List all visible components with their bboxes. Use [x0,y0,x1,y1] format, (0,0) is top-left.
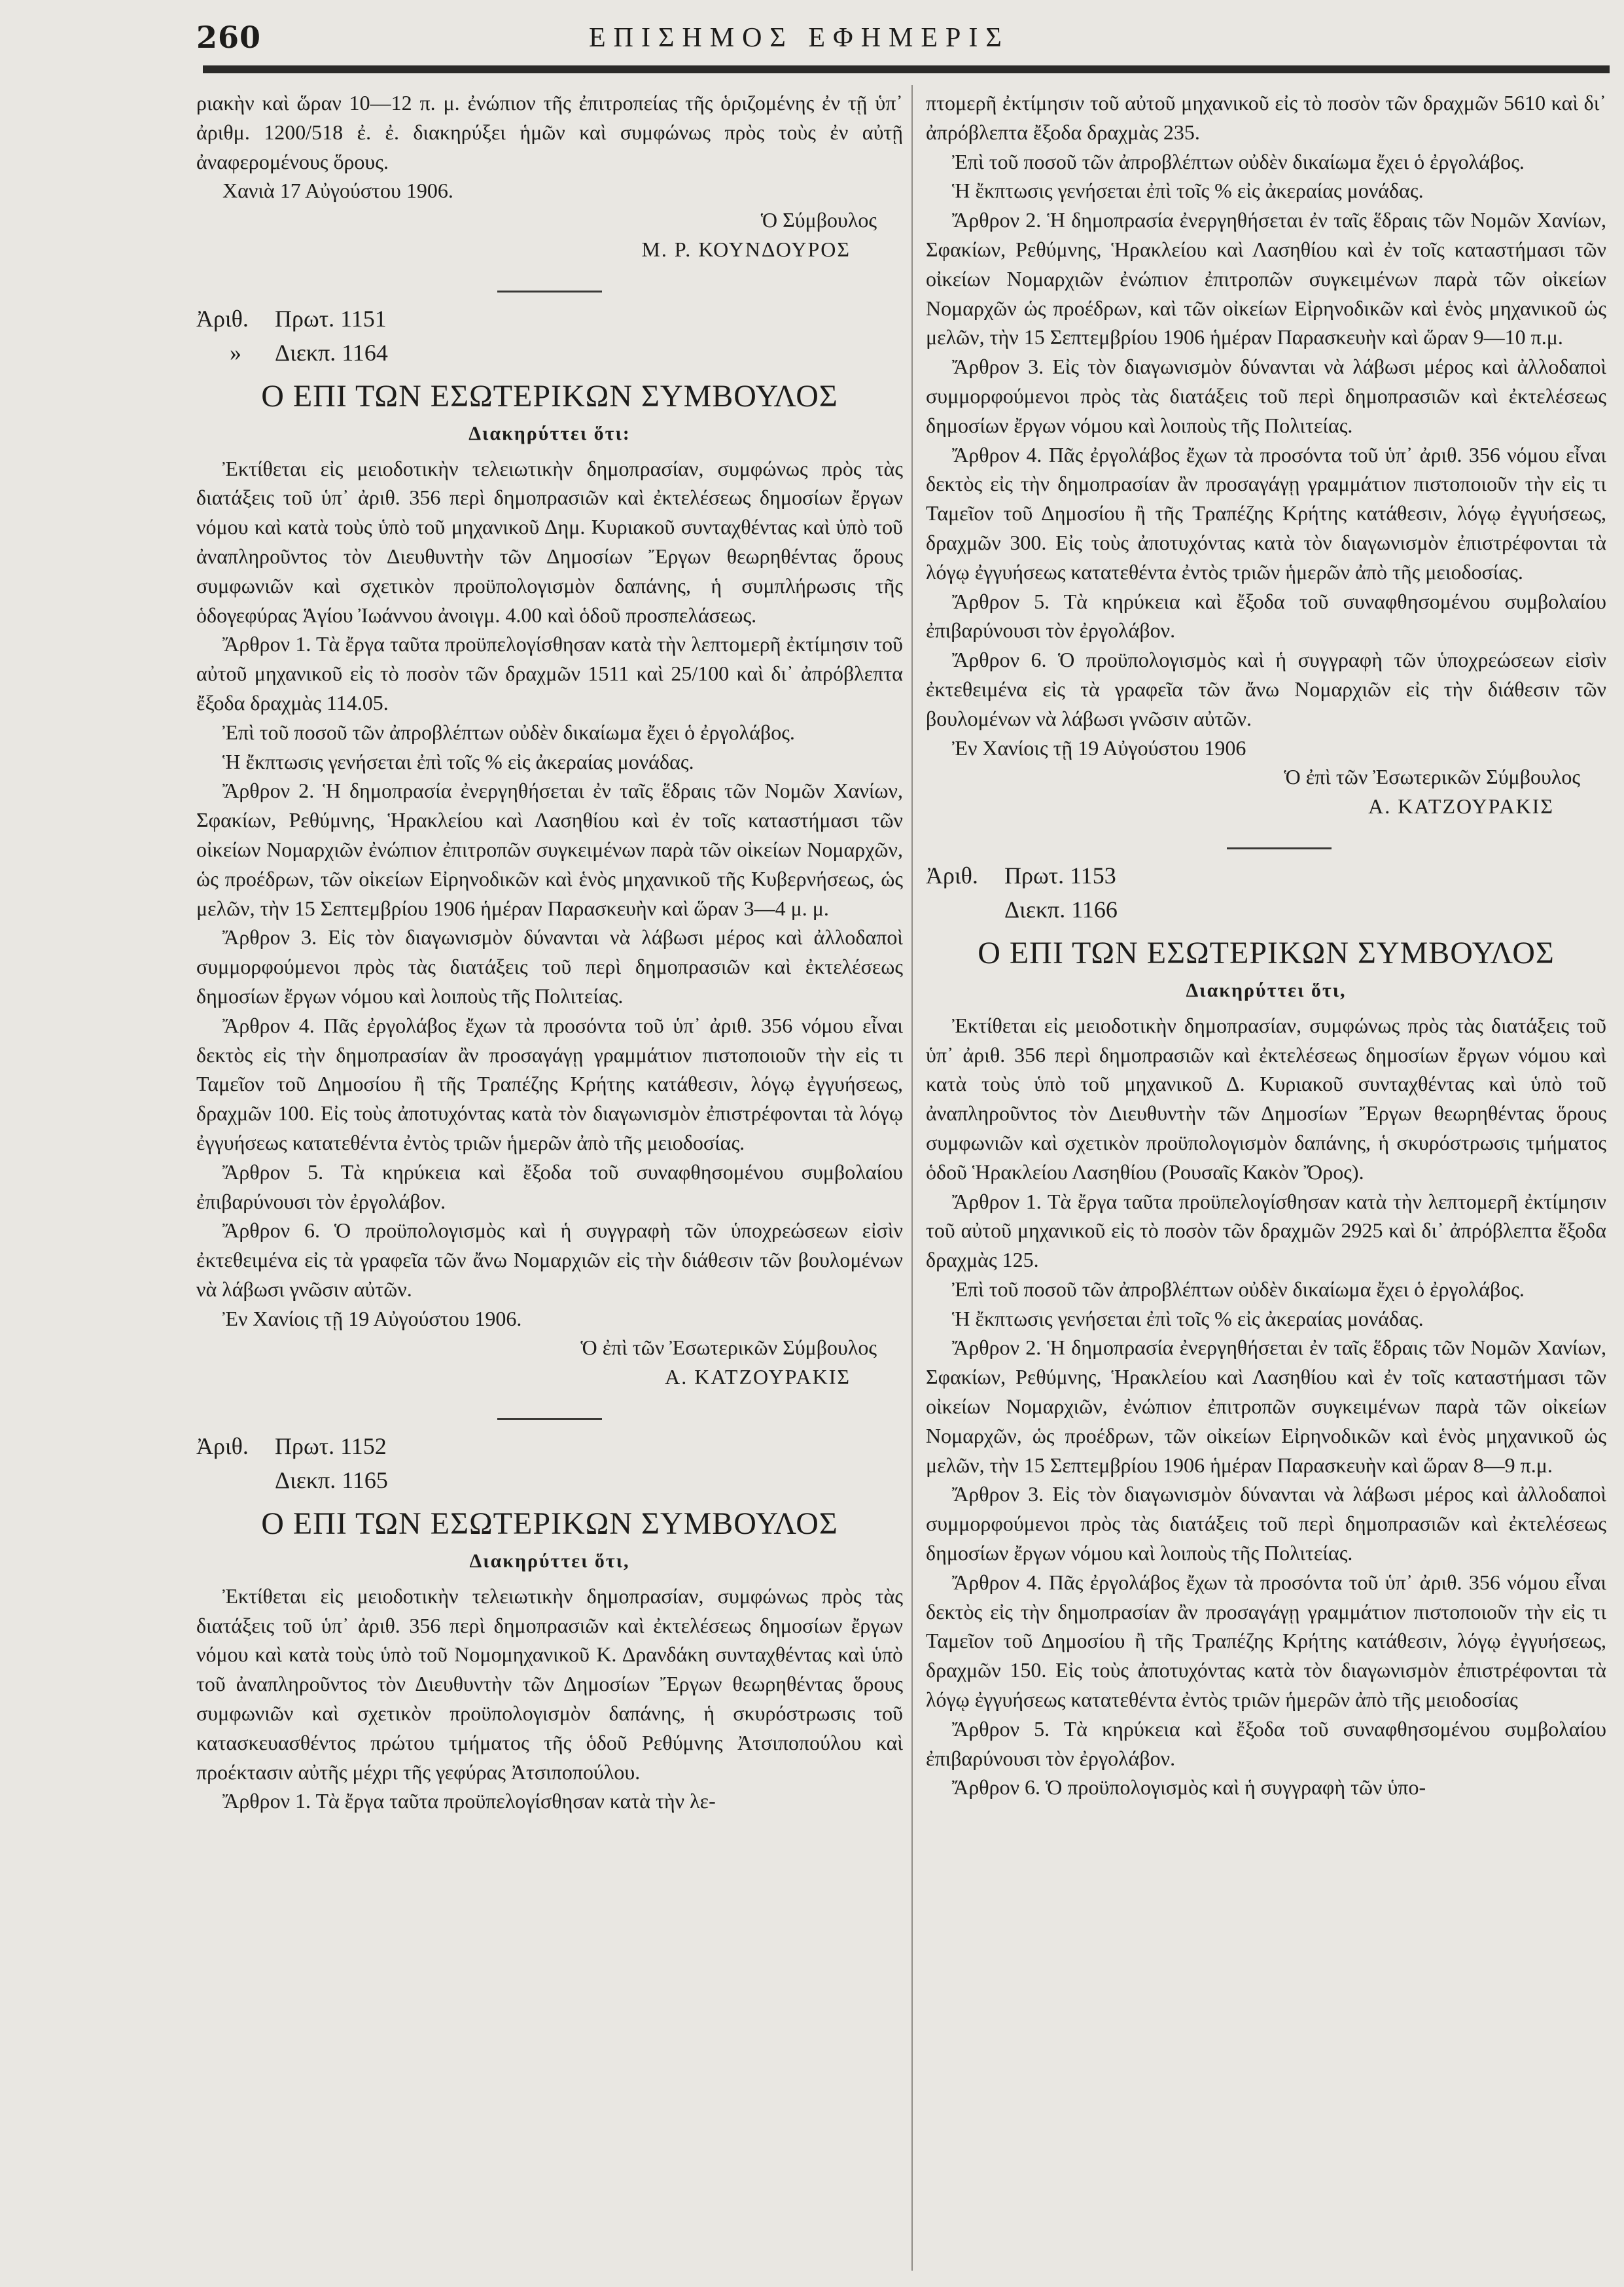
prot-number: Πρωτ. 1151 [275,305,387,332]
separator [497,1418,602,1420]
article-1: Ἄρθρον 1. Τὰ ἔργα ταῦτα προϋπελογίσθησαν κατὰ τὴν λεπτομερῆ ἐκτίμησιν τοῦ αὐτοῦ μηχανικοῦ εἰς τὸ ποσὸν τῶν δραχμῶν 2925 καὶ δι᾽ ἀπρόβλεπτα ἔξοδα δραχμὰς 125. [926,1189,1606,1272]
article-5: Ἄρθρον 5. Τὰ κηρύκεια καὶ ἔξοδα τοῦ συναφθησομένου συμβολαίου ἐπιβαρύνουσι τὸν ἐργολάβον. [196,1160,903,1213]
proclaim-line: Διακηρύττει ὅτι, [469,1550,630,1572]
journal-title: ΕΠΙΣΗΜΟΣ ΕΦΗΜΕΡΙΣ [589,23,1010,53]
notice-heading: Ο ΕΠΙ ΤΩΝ ΕΣΩΤΕΡΙΚΩΝ ΣΥΜΒΟΥΛΟΣ [261,1506,838,1542]
article-2: Ἄρθρον 2. Ἡ δημοπρασία ἐνεργηθήσεται ἐν ταῖς ἕδραις τῶν Νομῶν Χανίων, Σφακίων, Ρεθύμνης, Ἡρακλείου καὶ Λασηθίου καὶ ἐν τοῖς καταστήμασι τῶν οἰκείων Νομαρχιῶν ἐνώπιον ἐπιτροπῶν συγκειμένων παρὰ τῶν οἰκείων Νομαρχῶν ὡς προέδρων, καὶ τῶν οἰκείων Εἰρηνοδικῶν καὶ ἑνὸς μηχανικοῦ ὡς μελῶν, τὴν 15 Σεπτεμβρίου 1906 ἡμέραν Παρασκευὴν καὶ ὥραν 9—10 π.μ. [926,208,1606,349]
signer-name: Α. ΚΑΤΖΟΥΡΑΚΙΣ [1368,794,1554,819]
signer-role: Ὁ ἐπὶ τῶν Ἐσωτερικῶν Σύμβουλος [1284,765,1580,789]
separator [497,291,602,293]
proclaim-line: Διακηρύττει ὅτι, [1186,979,1347,1001]
continued-text: ριακὴν καὶ ὥραν 10—12 π. μ. ἐνώπιον τῆς ἐπιτροπείας τῆς ὁριζομένης ἐν τῇ ὑπ᾽ ἀριθμ. 1200/518 ἐ. ἐ. διακηρύξει ἡμῶν καὶ συμφώνως πρὸς τοὺς ἐν αὐτῇ ἀναφερομένους ὅρους. [196,91,903,173]
article-1-note: Ἐπὶ τοῦ ποσοῦ τῶν ἀπροβλέπτων οὐδὲν δικαίωμα ἔχει ὁ ἐργολάβος. [222,720,795,744]
diekp-number: Διεκπ. 1164 [275,339,388,366]
article-1: Ἄρθρον 1. Τὰ ἔργα ταῦτα προϋπελογίσθησαν κατὰ τὴν λε- [222,1789,716,1813]
place-date: Ἐν Χανίοις τῇ 19 Αὐγούστου 1906. [222,1306,522,1330]
ref-label: Ἀριθ. [196,1433,249,1460]
prot-number: Πρωτ. 1152 [275,1433,387,1460]
signer-role: Ὁ ἐπὶ τῶν Ἐσωτερικῶν Σύμβουλος [580,1336,877,1360]
article-6: Ἄρθρον 6. Ὁ προϋπολογισμὸς καὶ ἡ συγγραφὴ τῶν ὑποχρεώσεων εἰσὶν ἐκτεθειμένα εἰς τὰ γραφεῖα τῶν ἄνω Νομαρχιῶν εἰς τὴν διάθεσιν τῶν βουλομένων νὰ λάβωσι γνῶσιν αὐτῶν. [926,648,1606,730]
right-column [926,88,1606,1802]
ditto-mark: » [230,339,241,366]
reference-block-1153 [926,859,1606,927]
article-3: Ἄρθρον 3. Εἰς τὸν διαγωνισμὸν δύνανται νὰ λάβωσι μέρος καὶ ἀλλοδαποὶ συμμορφούμενοι πρὸς τὰς διατάξεις τοῦ περὶ δημοπρασιῶν καὶ ἐκτελέσεως δημοσίων ἔργων νόμου καὶ λοιποὺς τῆς Πολιτείας. [926,355,1606,437]
article-5: Ἄρθρον 5. Τὰ κηρύκεια καὶ ἔξοδα τοῦ συναφθησομένου συμβολαίου ἐπιβαρύνουσι τὸν ἐργολάβον. [926,1716,1606,1770]
article-1: Ἄρθρον 1. Τὰ ἔργα ταῦτα προϋπελογίσθησαν κατὰ τὴν λεπτομερῆ ἐκτίμησιν τοῦ αὐτοῦ μηχανικοῦ εἰς τὸ ποσὸν τῶν δραχμῶν 1511 καὶ 25/100 καὶ δι᾽ ἀπρόβλεπτα ἔξοδα δραχμὰς 114.05. [196,632,903,715]
article-2: Ἄρθρον 2. Ἡ δημοπρασία ἐνεργηθήσεται ἐν ταῖς ἕδραις τῶν Νομῶν Χανίων, Σφακίων, Ρεθύμνης, Ἡρακλείου καὶ Λασηθίου καὶ ἐν τοῖς καταστήμασι τῶν οἰκείων Νομαρχιῶν, ἐνώπιον ἐπιτροπῶν συγκειμένων παρὰ τῶν οἰκείων Νομαρχῶν, ὡς προέδρων, τῶν οἰκείων Εἰρηνοδικῶν καὶ ἑνὸς μηχανικοῦ ὡς μελῶν, τὴν 15 Σεπτεμβρίου 1906 ἡμέραν Παρασκευὴν καὶ ὥραν 8—9 π.μ. [926,1336,1606,1477]
place-date: Χανιὰ 17 Αὐγούστου 1906. [222,179,453,203]
article-4: Ἄρθρον 4. Πᾶς ἐργολάβος ἔχων τὰ προσόντα τοῦ ὑπ᾽ ἀριθ. 356 νόμου εἶναι δεκτὸς εἰς τὴν δημοπρασίαν ἂν προσαγάγῃ γραμμάτιον πιστοποιοῦν τὴν εἰς τι Ταμεῖον τοῦ Δημοσίου ἢ τῆς Τραπέζης Κρήτης κατάθεσιν, λόγῳ ἐγγυήσεως, δραχμῶν 300. Εἰς τοὺς ἀποτυχόντας κατὰ τὸν διαγωνισμὸν ἐπιστρέφονται τὰ λόγῳ ἐγγυήσεως κατατεθέντα ἐντὸς τριῶν ἡμερῶν ἀπὸ τῆς μειοδοσίας. [926,442,1606,584]
article-1-discount: Ἡ ἔκπτωσις γενήσεται ἐπὶ τοῖς % εἰς ἀκεραίας μονάδας. [952,179,1424,203]
reference-block-1151 [196,302,903,370]
page-header [196,20,1583,59]
left-column [196,88,903,1816]
article-3: Ἄρθρον 3. Εἰς τὸν διαγωνισμὸν δύνανται νὰ λάβωσι μέρος καὶ ἀλλοδαποὶ συμμορφούμενοι πρὸς τὰς διατάξεις τοῦ περὶ δημοπρασιῶν καὶ ἐκτελέσεως δημοσίων ἔργων νόμου καὶ λοιποὺς τῆς Πολιτείας. [196,925,903,1008]
article-1-discount: Ἡ ἔκπτωσις γενήσεται ἐπὶ τοῖς % εἰς ἀκεραίας μονάδας. [952,1306,1424,1330]
place-date: Ἐν Χανίοις τῇ 19 Αὐγούστου 1906 [952,736,1246,760]
article-3: Ἄρθρον 3. Εἰς τὸν διαγωνισμὸν δύνανται νὰ λάβωσι μέρος καὶ ἀλλοδαποὶ συμμορφούμενοι πρὸς τὰς διατάξεις τοῦ περὶ δημοπρασιῶν καὶ ἐκτελέσεως δημοσίων ἔργων νόμου καὶ λοιποὺς τῆς Πολιτείας. [926,1482,1606,1565]
prot-number: Πρωτ. 1153 [1004,862,1116,889]
notice-heading: Ο ΕΠΙ ΤΩΝ ΕΣΩΤΕΡΙΚΩΝ ΣΥΜΒΟΥΛΟΣ [978,935,1555,970]
header-rule [203,65,1610,73]
article-5: Ἄρθρον 5. Τὰ κηρύκεια καὶ ἔξοδα τοῦ συναφθησομένου συμβολαίου ἐπιβαρύνουσι τὸν ἐργολάβον. [926,589,1606,643]
ref-label: Ἀριθ. [196,305,249,332]
continued-text: πτομερῆ ἐκτίμησιν τοῦ αὐτοῦ μηχανικοῦ εἰς τὸ ποσὸν τῶν δραχμῶν 5610 καὶ δι᾽ ἀπρόβλεπτα ἔξοδα δραχμὰς 235. [926,91,1606,144]
article-1-note: Ἐπὶ τοῦ ποσοῦ τῶν ἀπροβλέπτων οὐδὲν δικαίωμα ἔχει ὁ ἐργολάβος. [952,149,1525,173]
article-4: Ἄρθρον 4. Πᾶς ἐργολάβος ἔχων τὰ προσόντα τοῦ ὑπ᾽ ἀριθ. 356 νόμου εἶναι δεκτὸς εἰς τὴν δημοπρασίαν ἂν προσαγάγῃ γραμμάτιον πιστοποιοῦν τὴν εἰς τι Ταμεῖον τοῦ Δημοσίου ἢ τῆς Τραπέζης Κρήτης κατάθεσιν, λόγῳ ἐγγυήσεως, δραχμῶν 150. Εἰς τοὺς ἀποτυχόντας κατὰ τὸν διαγωνισμὸν ἐπιστρέφονται τὰ λόγῳ ἐγγυήσεως κατατεθέντα ἐντὸς τριῶν ἡμερῶν ἀπὸ τῆς μειοδοσίας [926,1570,1606,1712]
notice-intro: Ἐκτίθεται εἰς μειοδοτικὴν δημοπρασίαν, συμφώνως πρὸς τὰς διατάξεις τοῦ ὑπ᾽ ἀριθ. 356 περὶ δημοπρασιῶν καὶ ἐκτελέσεως δημοσίων ἔργων νόμου καὶ κατὰ τοὺς ὑπὸ τοῦ μηχανικοῦ Δ. Κυριακοῦ συνταχθέντας καὶ ὑπὸ τοῦ ἀναπληροῦντος τὸν Διευθυντὴν τῶν Δημοσίων Ἔργων θεωρηθέντας ὅρους συμφωνιῶν καὶ σχετικὸν προϋπολογισμὸν δαπάνης, ἡ σκυρόστρωσις τμήματος ὁδοῦ Ἡρακλείου Λασηθίου (Ρουσαῖς Κακὸν Ὄρος). [926,1013,1606,1184]
article-1-note: Ἐπὶ τοῦ ποσοῦ τῶν ἀπροβλέπτων οὐδὲν δικαίωμα ἔχει ὁ ἐργολάβος. [952,1277,1525,1301]
notice-heading: Ο ΕΠΙ ΤΩΝ ΕΣΩΤΕΡΙΚΩΝ ΣΥΜΒΟΥΛΟΣ [261,378,838,414]
article-2: Ἄρθρον 2. Ἡ δημοπρασία ἐνεργηθήσεται ἐν ταῖς ἕδραις τῶν Νομῶν Χανίων, Σφακίων, Ρεθύμνης, Ἡρακλείου καὶ Λασηθίου καὶ ἐν τοῖς καταστήμασι τῶν οἰκείων Νομαρχιῶν ἐνώπιον ἐπιτροπῶν συγκειμένων παρὰ τῶν οἰκείων Νομαρχῶν, ὡς προέδρων, τῶν οἰκείων Εἰρηνοδικῶν καὶ ἑνὸς μηχανικοῦ τῆς Κυβερνήσεως, ὡς μελῶν, τὴν 15 Σεπτεμβρίου 1906 ἡμέραν Παρασκευὴν καὶ ὥραν 3—4 μ. μ. [196,779,903,920]
proclaim-line: Διακηρύττει ὅτι: [468,422,631,444]
notice-intro: Ἐκτίθεται εἰς μειοδοτικὴν τελειωτικὴν δημοπρασίαν, συμφώνως πρὸς τὰς διατάξεις τοῦ ὑπ᾽ ἀριθ. 356 περὶ δημοπρασιῶν καὶ ἐκτελέσεως δημοσίων ἔργων νόμου καὶ κατὰ τοὺς ὑπὸ τοῦ Νομομηχανικοῦ Κ. Δρανδάκη συνταχθέντας καὶ ὑπὸ τοῦ ἀναπληροῦντος τὸν Διευθυντὴν τῶν Δημοσίων Ἔργων θεωρηθέντας ὅρους συμφωνιῶν καὶ σχετικὸν προϋπολογισμὸν δαπάνης, ἡ σκυρόστρωσις τοῦ κατασκευασθέντος πρώτου τμήματος τῆς ὁδοῦ Ρεθύμνης Ἀτσιποπούλου καὶ προέκτασιν αὐτῆς μέχρι τῆς γεφύρας Ἀτσιποπούλου. [196,1584,903,1784]
reference-block-1152 [196,1429,903,1497]
notice-intro: Ἐκτίθεται εἰς μειοδοτικὴν τελειωτικὴν δημοπρασίαν, συμφώνως πρὸς τὰς διατάξεις τοῦ ὑπ᾽ ἀριθ. 356 περὶ δημοπρασιῶν καὶ ἐκτελέσεως δημοσίων ἔργων νόμου καὶ κατὰ τοὺς ὑπὸ τοῦ μηχανικοῦ Δημ. Κυριακοῦ συνταχθέντας καὶ ὑπὸ τοῦ ἀναπληροῦντος τὸν Διευθυντὴν τῶν Δημοσίων Ἔργων θεωρηθέντας ὅρους συμφωνιῶν καὶ σχετικὸν προϋπολογισμὸν δαπάνης, ἡ συμπλήρωσις τῆς ὁδογεφύρας Ἁγίου Ἰωάννου ἀνοιγμ. 4.00 καὶ ὁδοῦ προσπελάσεως. [196,456,903,627]
ref-label: Ἀριθ. [926,862,978,889]
signer-role: Ὁ Σύμβουλος [760,208,877,232]
signer-name: Μ. Ρ. ΚΟΥΝΔΟΥΡΟΣ [641,237,851,261]
article-6: Ἄρθρον 6. Ὁ προϋπολογισμὸς καὶ ἡ συγγραφὴ τῶν ὑποχρεώσεων εἰσὶν ἐκτεθειμένα εἰς τὰ γραφεῖα τῶν ἄνω Νομαρχιῶν εἰς τὴν διάθεσιν τῶν βουλομένων νὰ λάβωσι γνῶσιν αὐτῶν. [196,1218,903,1301]
diekp-number: Διεκπ. 1166 [1004,896,1118,923]
article-1-discount: Ἡ ἔκπτωσις γενήσεται ἐπὶ τοῖς % εἰς ἀκεραίας μονάδας. [222,749,694,773]
article-4: Ἄρθρον 4. Πᾶς ἐργολάβος ἔχων τὰ προσόντα τοῦ ὑπ᾽ ἀριθ. 356 νόμου εἶναι δεκτὸς εἰς τὴν δημοπρασίαν ἂν προσαγάγῃ γραμμάτιον πιστοποιοῦν τὴν εἰς τι Ταμεῖον τοῦ Δημοσίου ἢ τῆς Τραπέζης Κρήτης κατάθεσιν, λόγῳ ἐγγυήσεως, δραχμῶν 100. Εἰς τοὺς ἀποτυχόντας κατὰ τὸν διαγωνισμὸν ἐπιστρέφονται τὰ λόγῳ ἐγγυήσεως κατατεθέντα ἐντὸς τριῶν ἡμερῶν ἀπὸ τῆς μειοδοσίας. [196,1013,903,1154]
article-6: Ἄρθρον 6. Ὁ προϋπολογισμὸς καὶ ἡ συγγραφὴ τῶν ὑπο- [952,1775,1426,1799]
diekp-number: Διεκπ. 1165 [275,1467,388,1494]
separator [1227,847,1332,849]
page-number: 260 [196,20,262,55]
column-divider [911,85,913,2271]
signer-name: Α. ΚΑΤΖΟΥΡΑΚΙΣ [665,1365,851,1389]
